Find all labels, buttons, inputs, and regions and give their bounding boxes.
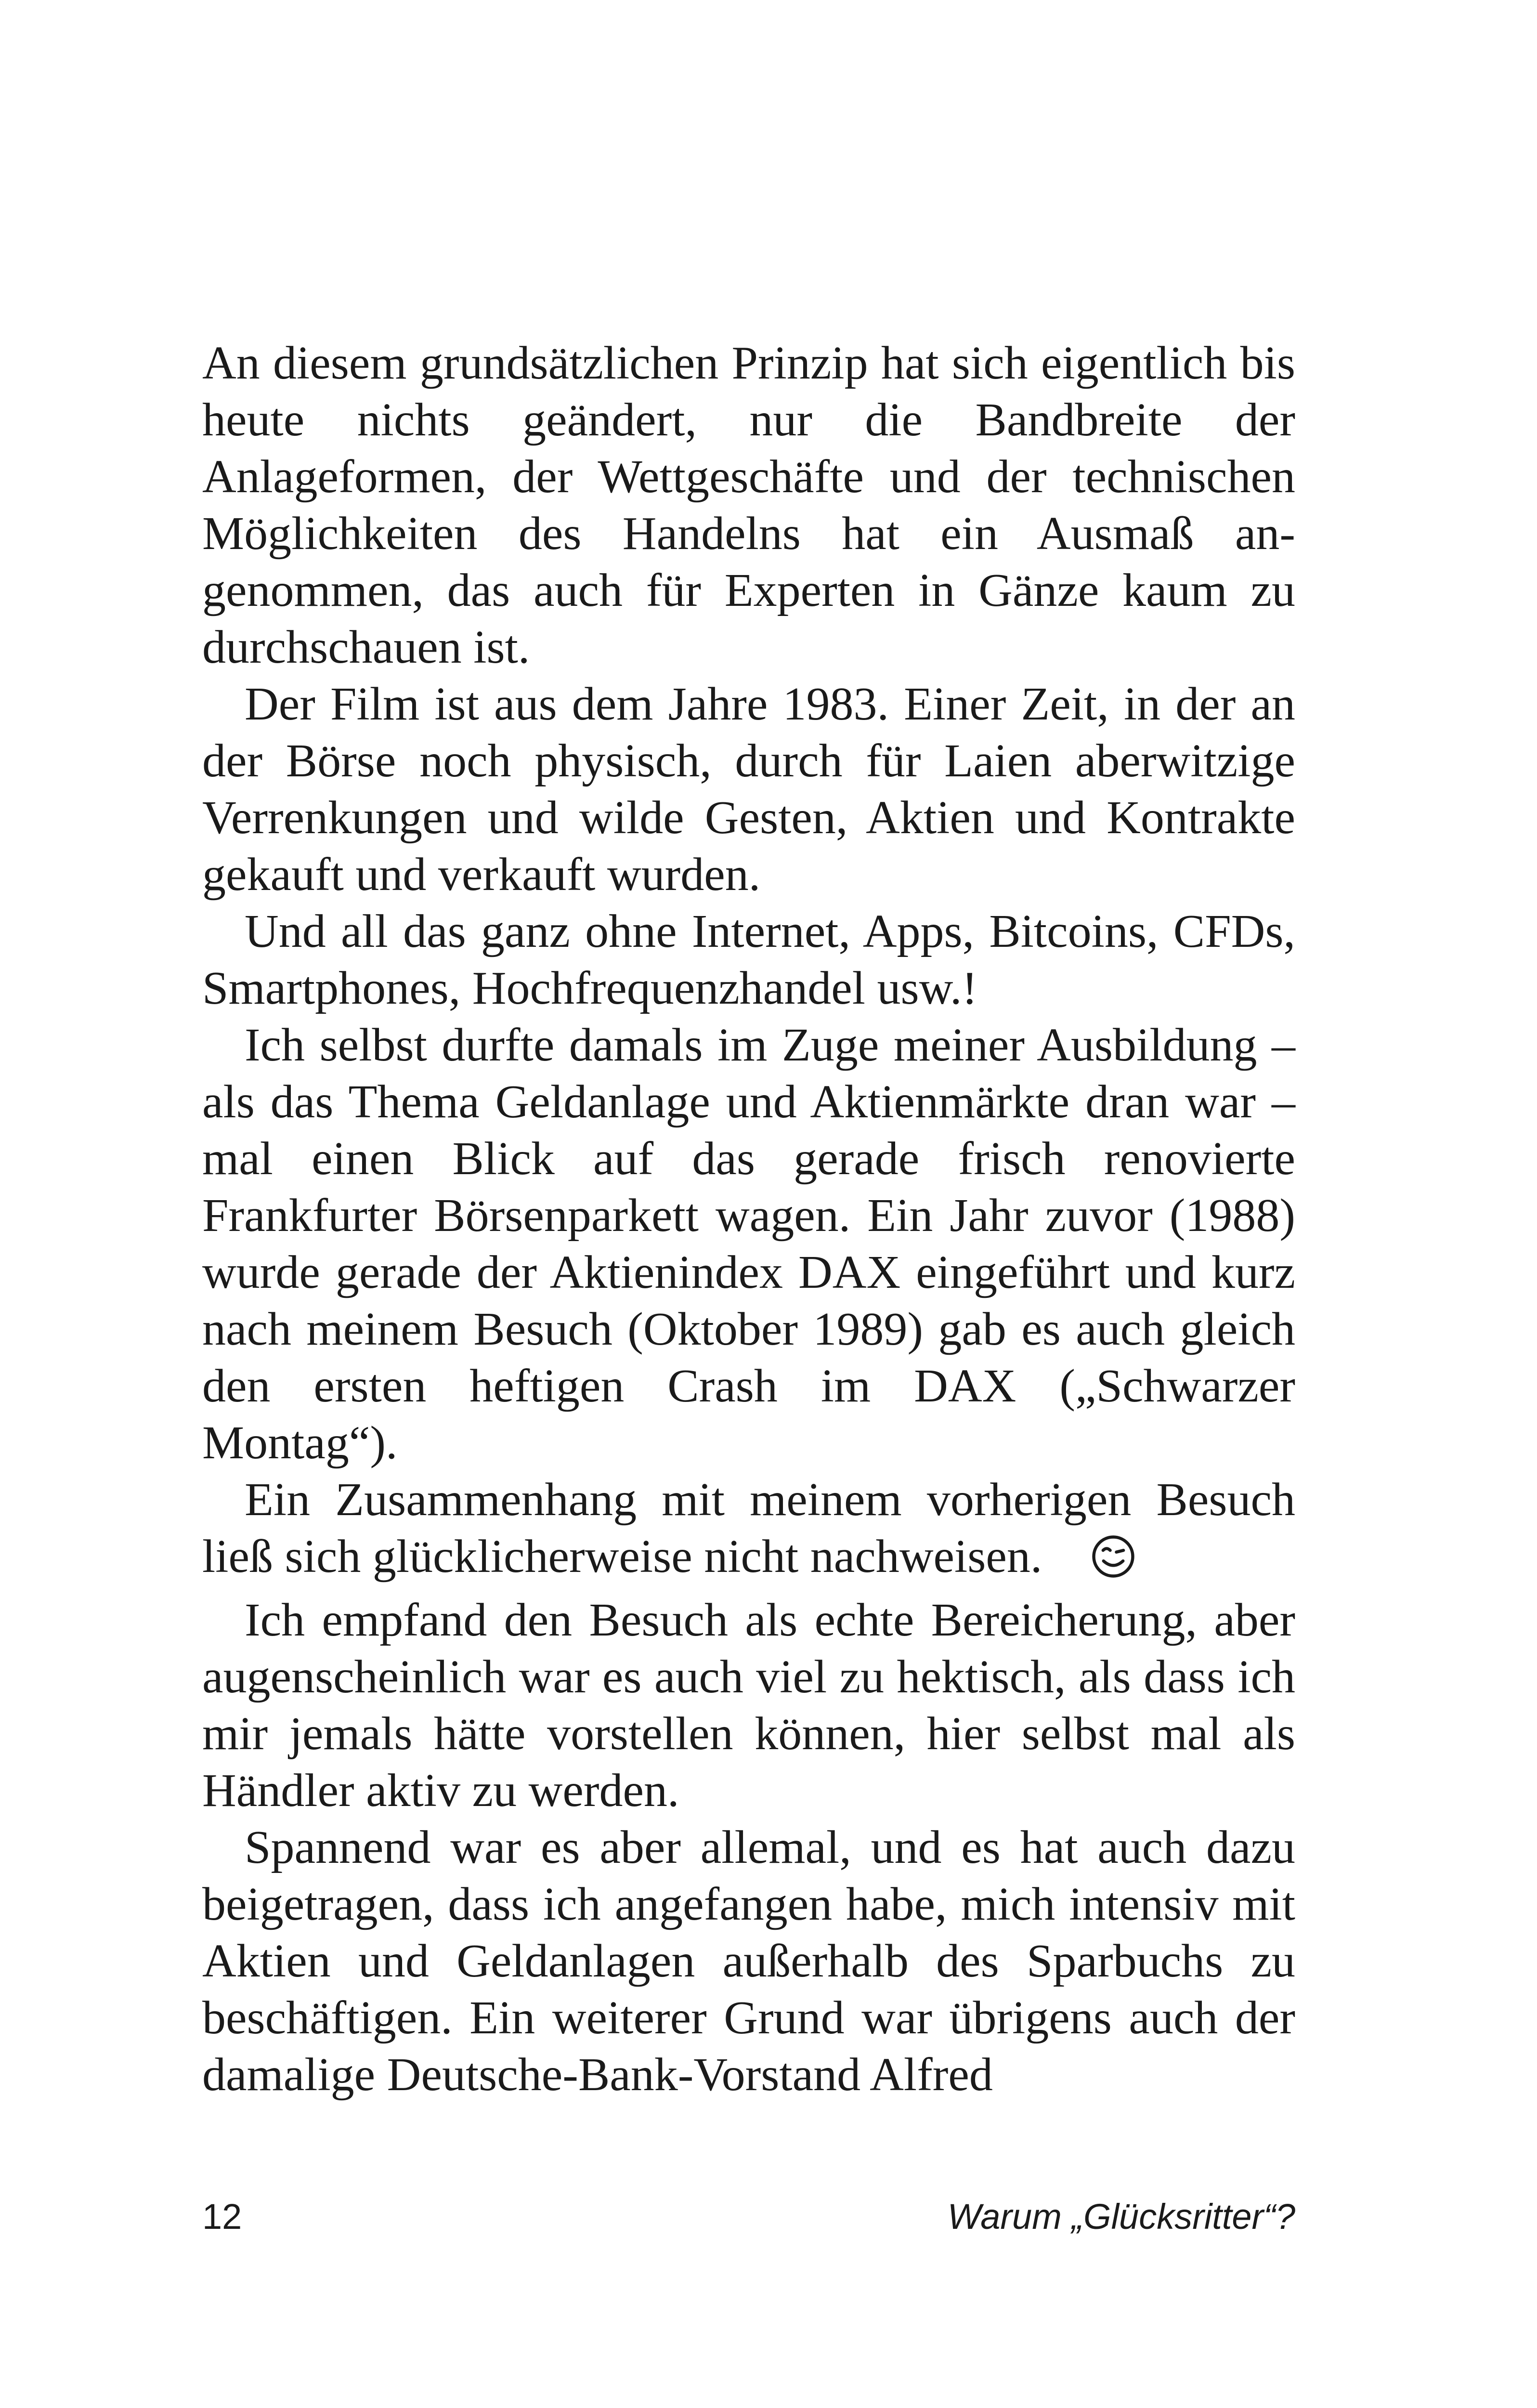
paragraph-1: An diesem grundsätzlichen Prinzip hat sich eigentlich bis heute nichts geändert, nur die Bandbreite der Anlageformen, der Wettgeschäfte und der technischen Möglichkeiten des Handelns hat ein Ausmaß angenommen, das auch für Experten in Gänze kaum zu durchschauen ist. xyxy=(202,337,1295,673)
winking-face-icon xyxy=(1049,1534,1135,1592)
paragraph-6: Ich empfand den Besuch als echte Bereicherung, aber augenscheinlich war es auch viel zu hektisch, als dass ich mir jemals hätte vorstellen können, hier selbst mal als Händler aktiv zu werden. xyxy=(202,1594,1295,1817)
paragraph-4: Ich selbst durfte damals im Zuge meiner Ausbildung – als das Thema Geldanlage und Aktienmärkte dran war – mal einen Blick auf das gerade frisch renovierte Frankfurter Börsenparkett wagen. Ein Jahr zuvor (1988) wurde gerade der Aktienindex DAX eingeführt und kurz nach meinem Besuch (Oktober 1989) gab es auch gleich den ersten heftigen Crash im DAX („Schwarzer Montag“). xyxy=(202,1019,1295,1469)
paragraph-2: Der Film ist aus dem Jahre 1983. Einer Zeit, in der an der Börse noch physisch, durch für Laien aberwitzige Verrenkungen und wilde Gesten, Aktien und Kontrakte gekauft und verkauft wurden. xyxy=(202,678,1295,901)
page-footer xyxy=(202,2196,1295,2249)
page-number: 12 xyxy=(202,2197,242,2237)
paragraph-7: Spannend war es aber allemal, und es hat auch dazu beigetragen, dass ich angefangen habe, mich intensiv mit Aktien und Geldanlagen außerhalb des Sparbuchs zu beschäftigen. Ein weiterer Grund war übrigens auch der damalige Deutsche-Bank-Vorstand Alfred xyxy=(202,1821,1295,2101)
paragraph-3: Und all das ganz ohne Internet, Apps, Bitcoins, CFDs, Smartphones, Hochfrequenzhandel usw.! xyxy=(202,905,1295,1014)
paragraph-5 xyxy=(202,1471,1295,1592)
body-text xyxy=(202,335,1295,2103)
paragraph-5-text: Ein Zusammenhang mit meinem vorherigen Besuch ließ sich glücklicherweise nicht nachweisen. xyxy=(202,1474,1295,1583)
running-head: Warum „Glücksritter“? xyxy=(947,2197,1295,2237)
